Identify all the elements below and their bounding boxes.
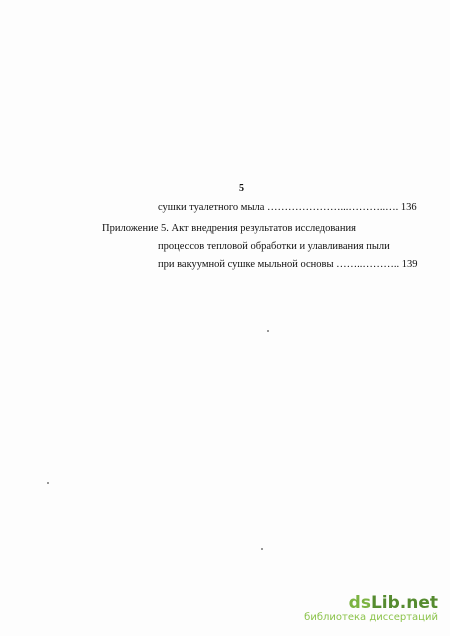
toc-entry	[158, 259, 418, 271]
toc-entry-text: Приложение 5. Акт внедрения результатов исследования	[102, 223, 356, 234]
scan-speck	[47, 482, 49, 484]
toc-entry-text: сушки туалетного мыла	[158, 202, 268, 213]
toc-entry-text: при вакуумной сушке мыльной основы	[158, 259, 337, 270]
toc-page-ref: 139	[399, 259, 418, 270]
watermark-subtitle: библиотека диссертаций	[304, 612, 438, 623]
toc-leader-dots: …………………...………..….	[267, 202, 399, 213]
toc-page-ref: 136	[398, 202, 417, 213]
toc-leader-dots: ……..………..	[336, 259, 400, 270]
toc-entry-text: процессов тепловой обработки и улавливания пыли	[158, 241, 390, 252]
watermark	[304, 594, 438, 624]
toc-entry	[158, 202, 417, 214]
toc-entry	[102, 223, 356, 235]
page-number: 5	[239, 183, 244, 194]
scan-speck	[261, 548, 263, 550]
scan-speck	[267, 330, 269, 332]
toc-entry	[158, 241, 390, 253]
watermark-logo: dsLib.net	[348, 593, 438, 613]
